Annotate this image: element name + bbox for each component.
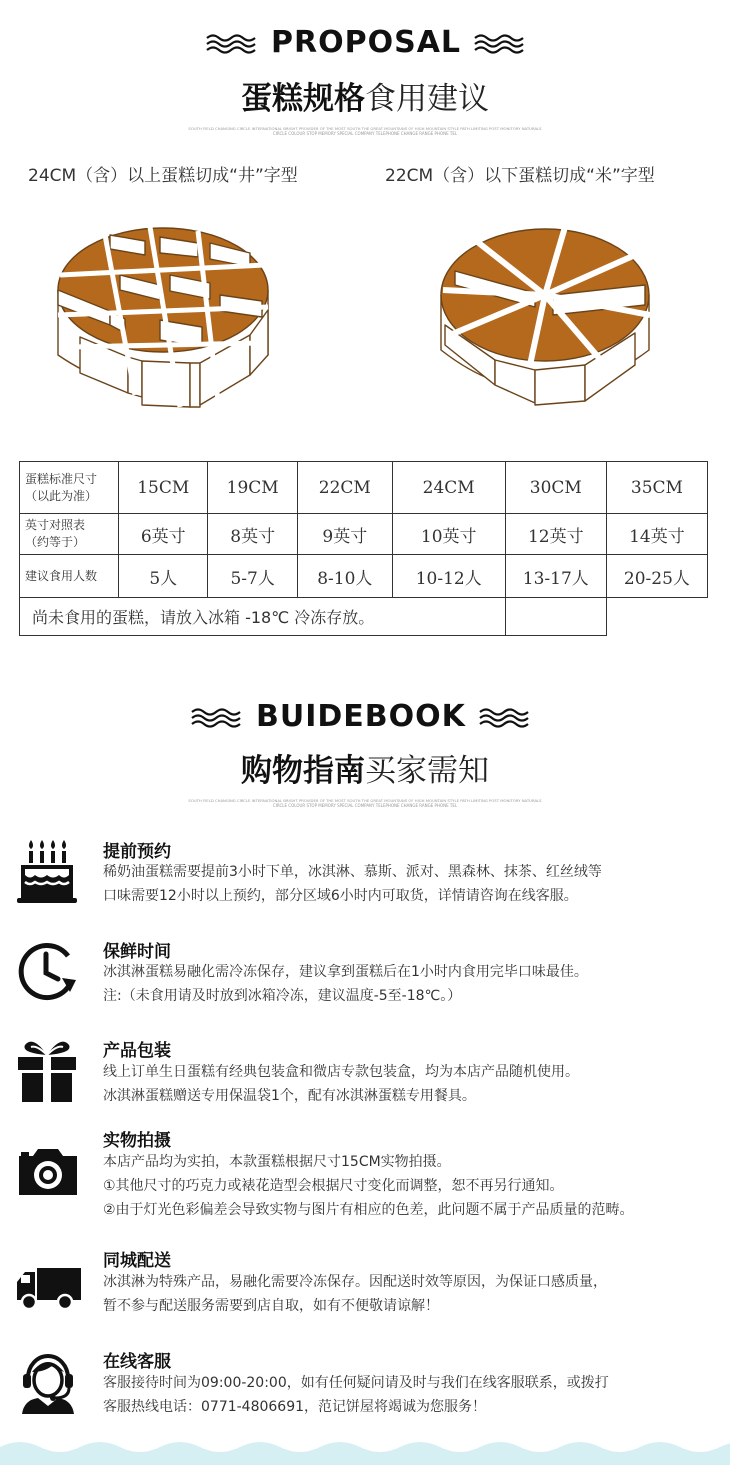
guide-item-line: 客服热线电话：0771-4806691，范记饼屋将竭诚为您服务！ [103, 1399, 487, 1415]
guide-item-line: 线上订单生日蛋糕有经典包装盒和微店专款包装盒，均为本店产品随机使用。 [103, 1064, 579, 1080]
row-header-servings: 建议食用人数 [20, 555, 119, 598]
gift-box-icon [16, 1037, 78, 1103]
guide-item-title: 在线客服 [103, 1352, 171, 1372]
guide-title: BUIDEBOOK [256, 699, 466, 734]
delivery-truck-icon [15, 1266, 83, 1310]
proposal-tiny-text [165, 126, 565, 136]
cell-size: 30CM [505, 462, 606, 514]
clock-icon [16, 940, 82, 1002]
wave-decoration-left [190, 706, 242, 730]
guide-item-title: 同城配送 [103, 1251, 171, 1271]
tiny-text-line: CIRCLE COLOUR STOP MEMORY SPECIAL COMPANY TELEPHONE CHANGE RANGE PHONE TEL [272, 803, 458, 808]
proposal-subtitle-bold: 蛋糕规格 [241, 81, 365, 117]
tiny-text-line: SOUTH FIELD CHANGING CIRCLE INTERNATIONAL BRIGHT PROVIDER OF THE MOST SOUTH THE GREAT MOUNTAINS OF HIGH MOUNTAIN STYLE PATH LIMITING POST MONITORY NATURALS [188, 126, 542, 131]
cell-inch: 14英寸 [606, 514, 707, 555]
guide-item-line: 本店产品均为实拍，本款蛋糕根据尺寸15CM实物拍摄。 [103, 1154, 451, 1170]
guide-subtitle-light: 买家需知 [365, 753, 489, 789]
guide-item-title: 提前预约 [103, 842, 171, 862]
cake-spec-table [19, 461, 708, 636]
guide-subtitle [0, 745, 730, 790]
row-header-size [20, 462, 119, 514]
star-cut-cake-illustration [435, 215, 660, 415]
guide-item-line: 注:（未食用请及时放到冰箱冷冻，建议温度-5至-18℃。） [103, 988, 462, 1004]
row-header-inch [20, 514, 119, 555]
cell-servings: 5-7人 [208, 555, 297, 598]
empty-cell [505, 598, 606, 636]
guide-item-line: 口味需要12小时以上预约，部分区域6小时内可取货，详情请咨询在线客服。 [103, 888, 578, 904]
guide-item-line: 客服接待时间为09:00-20:00，如有任何疑问请及时与我们在线客服联系，或拨打 [103, 1375, 609, 1391]
guide-item-line: 冰淇淋蛋糕易融化需冷冻保存，建议拿到蛋糕后在1小时内食用完毕口味最佳。 [103, 964, 588, 980]
guide-item-title: 实物拍摄 [103, 1131, 171, 1151]
cell-inch: 12英寸 [505, 514, 606, 555]
guide-subtitle-bold: 购物指南 [241, 753, 365, 789]
cell-size: 24CM [392, 462, 505, 514]
guide-item-line: 冰淇淋为特殊产品，易融化需要冷冻保存。因配送时效等原因，为保证口感质量， [103, 1274, 607, 1290]
table-row-size-cm [20, 462, 708, 514]
cell-servings: 20-25人 [606, 555, 707, 598]
wave-decoration-left [205, 32, 257, 56]
cut-label-grid: 24CM（含）以上蛋糕切成“井”字型 [28, 166, 298, 186]
guide-item-title: 保鲜时间 [103, 942, 171, 962]
guide-item-line: ②由于灯光色彩偏差会导致实物与图片有相应的色差，此问题不属于产品质量的范畴。 [103, 1202, 634, 1218]
cell-inch: 10英寸 [392, 514, 505, 555]
cell-servings: 13-17人 [505, 555, 606, 598]
cell-inch: 8英寸 [208, 514, 297, 555]
wave-decoration-right [478, 706, 530, 730]
cell-servings: 8-10人 [297, 555, 392, 598]
storage-note: 尚未食用的蛋糕，请放入冰箱 -18℃ 冷冻存放。 [20, 598, 506, 636]
cell-size: 22CM [297, 462, 392, 514]
cell-servings: 10-12人 [392, 555, 505, 598]
camera-icon [15, 1148, 81, 1196]
guide-item-title: 产品包装 [103, 1041, 171, 1061]
proposal-subtitle [0, 73, 730, 118]
table-row-servings [20, 555, 708, 598]
proposal-title: PROPOSAL [271, 25, 462, 60]
guide-item-line: 暂不参与配送服务需要到店自取，如有不便敬请谅解！ [103, 1298, 439, 1314]
customer-service-icon [18, 1348, 78, 1414]
table-row-size-inch [20, 514, 708, 555]
table-row-note [20, 598, 708, 636]
cell-servings: 5人 [119, 555, 208, 598]
cell-inch: 6英寸 [119, 514, 208, 555]
cell-size: 15CM [119, 462, 208, 514]
guide-item-line: 稀奶油蛋糕需要提前3小时下单，冰淇淋、慕斯、派对、黑森林、抹茶、红丝绒等 [103, 864, 602, 880]
footer-wave-decoration [0, 1437, 730, 1465]
cell-size: 19CM [208, 462, 297, 514]
cell-size: 35CM [606, 462, 707, 514]
cut-label-star: 22CM（含）以下蛋糕切成“米”字型 [385, 166, 655, 186]
guide-item-line: 冰淇淋蛋糕赠送专用保温袋1个，配有冰淇淋蛋糕专用餐具。 [103, 1088, 476, 1104]
row-header-size-label: 蛋糕标准尺寸 （以此为准） [25, 471, 98, 503]
proposal-subtitle-light: 食用建议 [365, 81, 489, 117]
guide-tiny-text [165, 798, 565, 808]
tiny-text-line: CIRCLE COLOUR STOP MEMORY SPECIAL COMPANY TELEPHONE CHANGE RANGE PHONE TEL [272, 131, 458, 136]
grid-cut-cake-illustration [50, 215, 275, 415]
tiny-text-line: SOUTH FIELD CHANGING CIRCLE INTERNATIONAL BRIGHT PROVIDER OF THE MOST SOUTH THE GREAT MOUNTAINS OF HIGH MOUNTAIN STYLE PATH LIMITING POST MONITORY NATURALS [188, 798, 542, 803]
wave-decoration-right [473, 32, 525, 56]
birthday-cake-icon [15, 838, 79, 904]
guide-item-line: ①其他尺寸的巧克力或裱花造型会根据尺寸变化而调整，恕不再另行通知。 [103, 1178, 564, 1194]
row-header-inch-label: 英寸对照表 （约等于） [25, 518, 86, 549]
cell-inch: 9英寸 [297, 514, 392, 555]
